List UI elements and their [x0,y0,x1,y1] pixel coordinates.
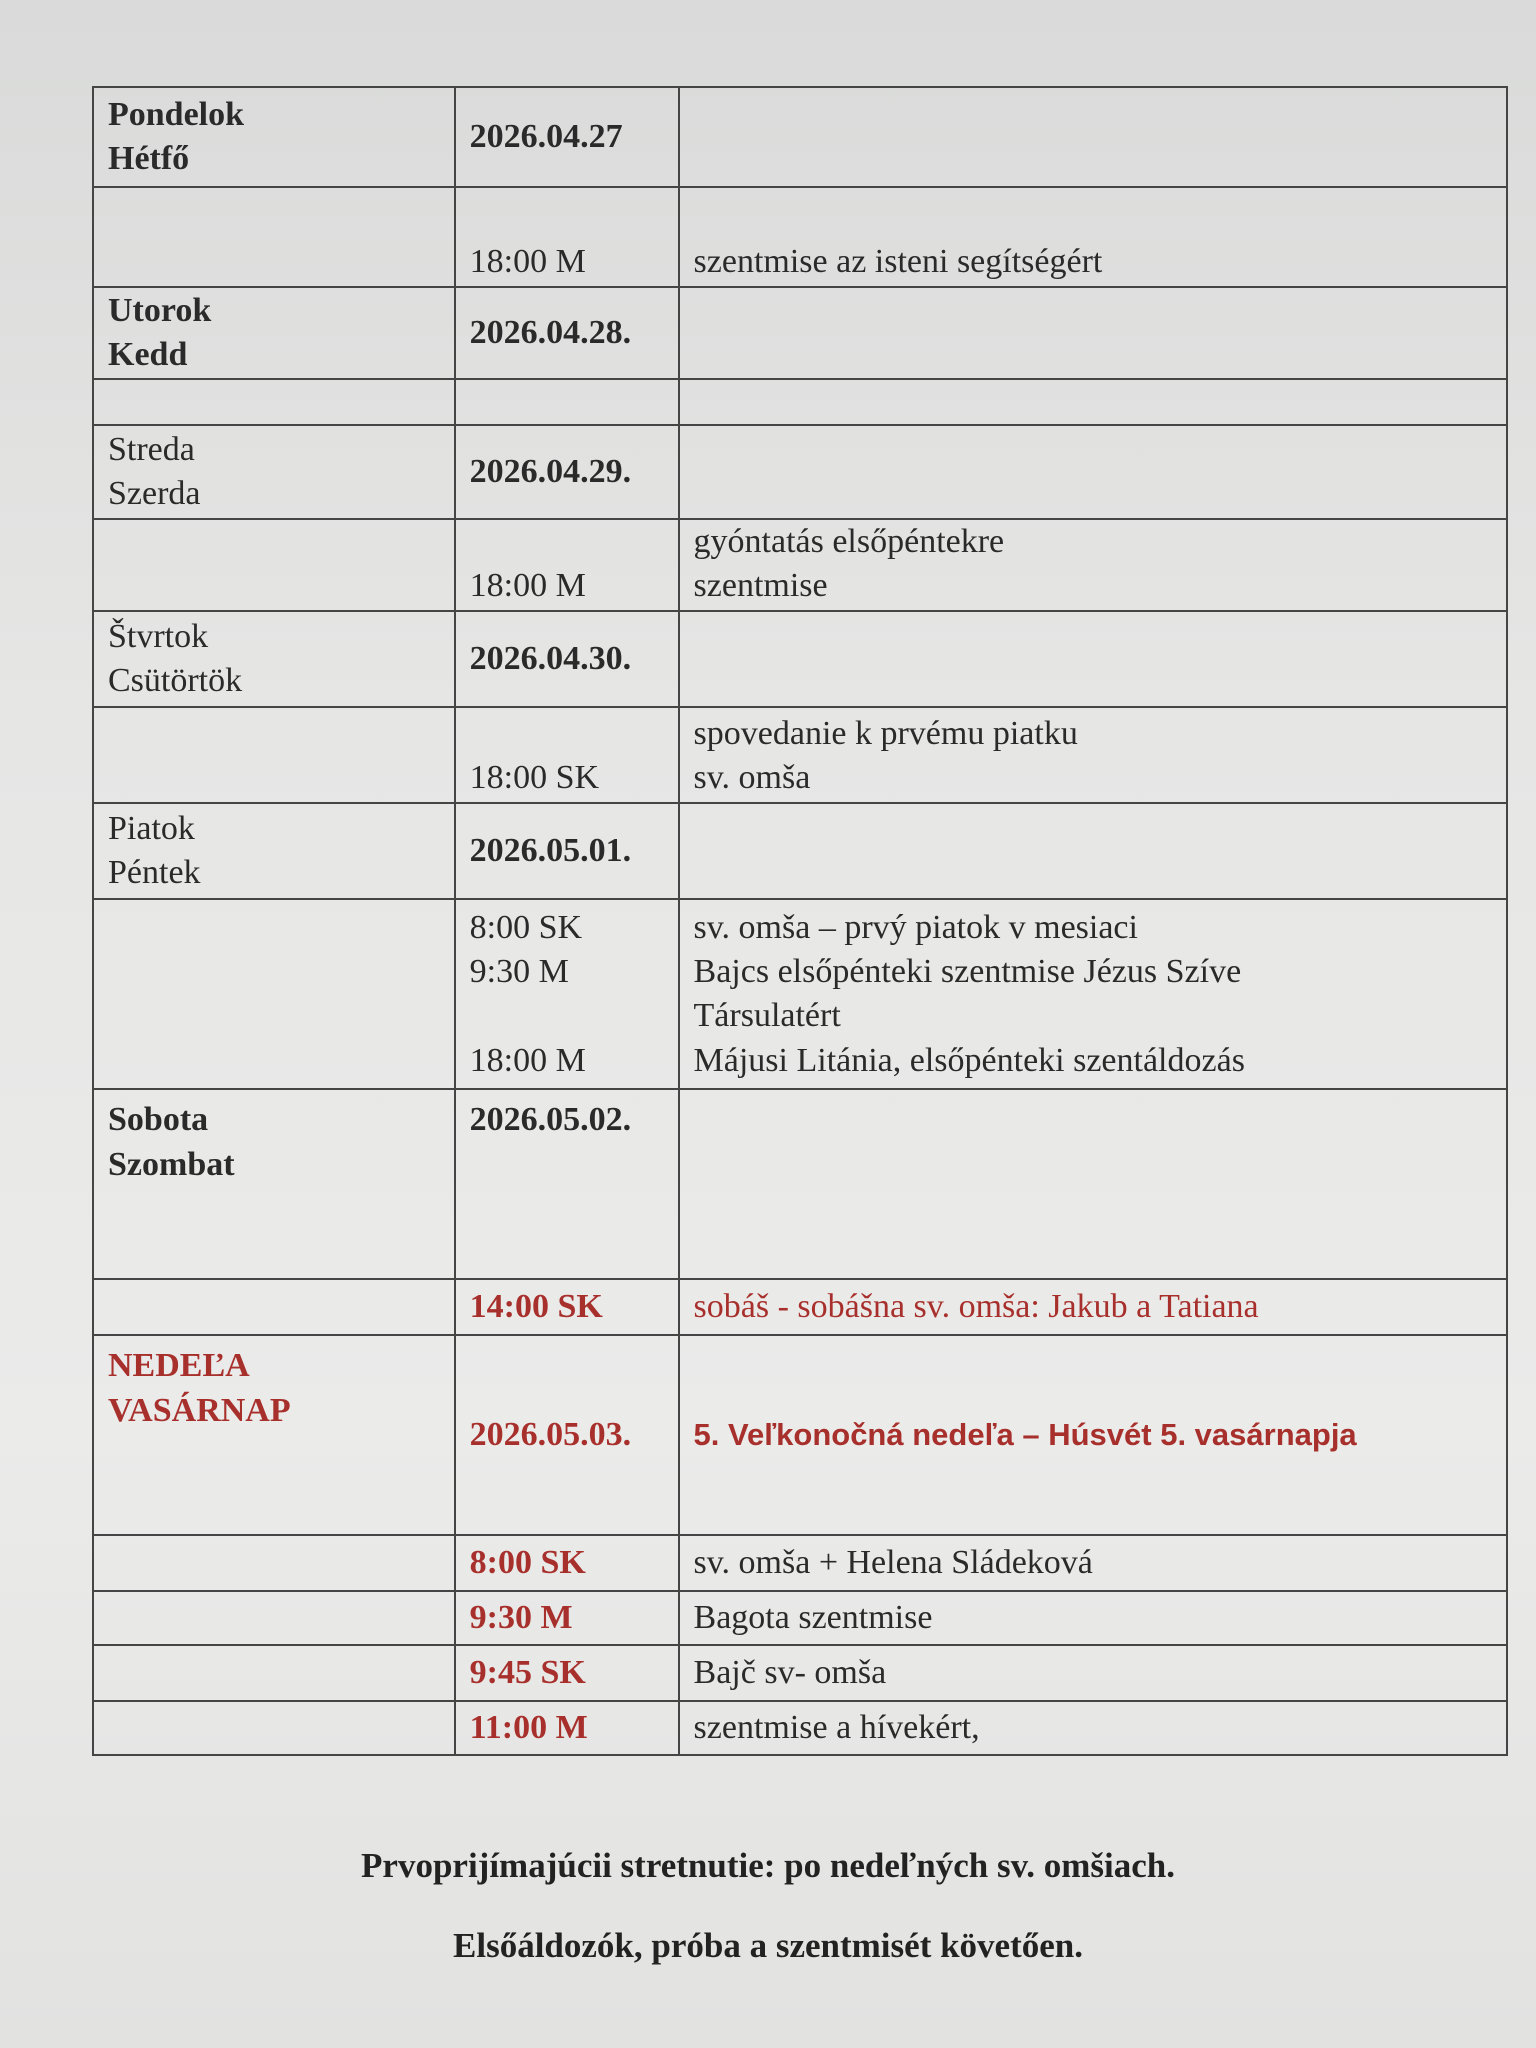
day-name-hu: Péntek [108,854,201,892]
time-cell: 9:45 SK [455,1645,679,1701]
footer-line-1: Prvoprijímajúcii stretnutie: po nedeľných sv. omšiach. [361,1846,1175,1885]
entry-row [93,1279,1507,1335]
date-cell: 2026.04.27 [455,87,679,187]
empty-cell [679,1089,1507,1279]
day-name-cell [93,425,455,519]
day-name-cell [93,287,455,379]
footer-line-2: Elsőáldozók, próba a szentmisét követően. [453,1926,1083,1965]
feast-title: 5. Veľkonočná nedeľa – Húsvét 5. vasárnapja [679,1335,1507,1535]
day-name-hu: VASÁRNAP [108,1391,291,1429]
day-name-cell [93,1335,455,1535]
empty-cell [93,1279,455,1335]
text-line: szentmise [693,567,828,605]
entry-row [93,519,1507,611]
entry-row [93,1591,1507,1645]
time-cell: 8:00 SK [455,1535,679,1591]
empty-cell [93,1535,455,1591]
day-name-cell [93,1089,455,1279]
empty-cell [679,425,1507,519]
text-cell [679,379,1507,425]
empty-cell [93,899,455,1089]
text-cell [679,519,1507,611]
day-name-hu: Hétfő [108,140,190,177]
day-name-sk: Piatok [108,810,195,848]
text-cell: szentmise az isteni segítségért [679,187,1507,287]
entry-row [93,899,1507,1089]
empty-cell [93,187,455,287]
empty-cell [93,519,455,611]
empty-cell [679,803,1507,899]
day-name-cell [93,87,455,187]
text-cell [679,707,1507,803]
time-line: 18:00 M [469,1041,586,1079]
empty-cell [93,1701,455,1755]
day-name-cell [93,611,455,707]
day-row-sunday [93,1335,1507,1535]
day-name-sk: Pondelok [108,95,245,133]
text-cell: Bajč sv- omša [679,1645,1507,1701]
entry-row [93,1701,1507,1755]
empty-cell [679,611,1507,707]
entry-row [93,707,1507,803]
time-cell: 9:30 M [455,1591,679,1645]
date-cell: 2026.04.28. [455,287,679,379]
day-row-monday [93,87,1507,187]
text-line: gyóntatás elsőpéntekre [693,523,1005,560]
empty-cell [93,707,455,803]
day-name-sk: Sobota [108,1101,209,1139]
time-cell: 18:00 SK [455,707,679,803]
text-cell: szentmise a hívekért, [679,1701,1507,1755]
entry-row [93,1535,1507,1591]
entry-row [93,1645,1507,1701]
day-name-cell [93,803,455,899]
text-cell: Bagota szentmise [679,1591,1507,1645]
empty-cell [679,87,1507,187]
day-name-hu: Csütörtök [108,662,243,700]
time-line [470,994,664,1038]
empty-cell [679,287,1507,379]
entry-row [93,187,1507,287]
day-row-friday [93,803,1507,899]
day-name-sk: Štvrtok [108,618,209,656]
time-cell [455,379,679,425]
text-line: sv. omša – prvý piatok v mesiaci [693,909,1138,946]
day-name-hu: Szerda [108,475,201,512]
time-cell [455,899,679,1089]
text-line: Májusi Litánia, elsőpénteki szentáldozás [693,1041,1245,1079]
text-line: Bajcs elsőpénteki szentmise Jézus Szíve [693,953,1242,991]
text-cell [679,899,1507,1089]
empty-cell [93,1645,455,1701]
empty-cell [93,1591,455,1645]
day-row-wednesday [93,425,1507,519]
date-cell: 2026.05.01. [455,803,679,899]
day-name-hu: Kedd [108,336,188,373]
day-name-sk: NEDEĽA [108,1347,250,1385]
text-line: Társulatért [693,997,841,1035]
empty-cell [93,379,455,425]
text-cell: sobáš - sobášna sv. omša: Jakub a Tatiana [679,1279,1507,1335]
time-line: 9:30 M [469,953,569,991]
text-cell: sv. omša + Helena Sládeková [679,1535,1507,1591]
entry-row [93,379,1507,425]
time-cell: 14:00 SK [455,1279,679,1335]
day-row-saturday [93,1089,1507,1279]
time-cell: 18:00 M [455,187,679,287]
day-row-thursday [93,611,1507,707]
date-cell: 2026.05.03. [455,1335,679,1535]
time-cell: 11:00 M [455,1701,679,1755]
date-cell: 2026.05.02. [455,1089,679,1279]
time-line: 8:00 SK [469,909,583,946]
day-name-sk: Utorok [108,291,212,329]
date-cell: 2026.04.30. [455,611,679,707]
day-name-hu: Szombat [108,1145,235,1183]
text-line: spovedanie k prvému piatku [693,715,1078,752]
day-name-sk: Streda [108,430,195,468]
mass-schedule-table [92,86,1508,1756]
text-line: sv. omša [693,759,811,797]
time-cell: 18:00 M [455,519,679,611]
date-cell: 2026.04.29. [455,425,679,519]
day-row-tuesday [93,287,1507,379]
